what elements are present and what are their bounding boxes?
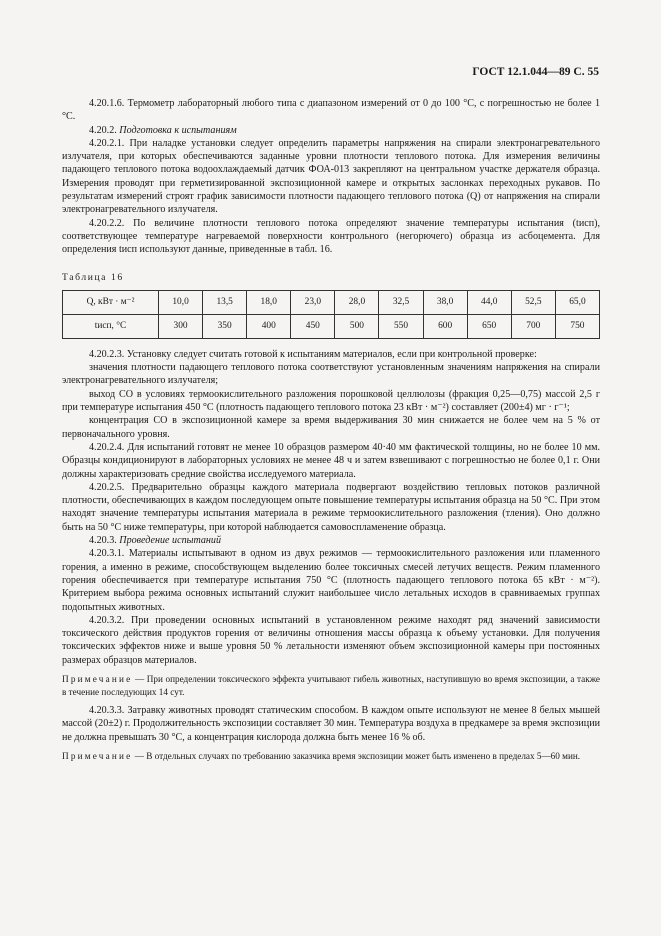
table-cell: 28,0: [335, 290, 379, 314]
table-cell: 400: [247, 314, 291, 338]
table-cell: 18,0: [247, 290, 291, 314]
table-cell: 450: [291, 314, 335, 338]
document-body: [62, 97, 600, 763]
paragraph-4-20-2-1: 4.20.2.1. При наладке установки следует определить параметры напряжения на спирали электронагревательного излучателя, при которых обеспечиваются заданные уровни плотности теплового потока. Для измерения величины падающего теплового потока водоохлаждаемый датчик ФОА-013 закрепляют на центральном участке держателя образца. Измерения проводят при герметизированной экспозиционной камере и открытых заслонках переходных рукавов. По результатам измерений строят график зависимости плотности падающего теплового потока (Q) от напряжения на спирали электронагревательного излучателя.: [62, 137, 600, 216]
table-title: Таблица 16: [62, 271, 124, 283]
paragraph-4-20-3-2: 4.20.3.2. При проведении основных испытаний в установленном режиме находят ряд значений зависимости токсического действия продуктов горения от величины отношения массы образца к объему установки. Для получения токсических эффектов ниже и выше уровня 50 % летальности изменяют объем экспозиционной камеры при постоянных размерах образцов материалов.: [62, 614, 600, 666]
note-text: — В отдельных случаях по требованию заказчика время экспозиции может быть изменено в пределах 5—60 мин.: [132, 751, 581, 762]
data-table: [62, 290, 600, 339]
paragraph-4-20-2-4: 4.20.2.4. Для испытаний готовят не менее 10 образцов размером 40·40 мм фактической толщины, но не более 10 мм. Образцы кондиционируют в лабораторных условиях не менее 48 ч и затем взвешивают с погрешностью не более 0,1 г. Они должны характеризовать средние свойства исследуемого материала.: [62, 441, 600, 480]
table-cell: 500: [335, 314, 379, 338]
section-heading-preparation: [62, 124, 600, 137]
note-2: [62, 750, 600, 763]
paragraph-4-20-2-2: 4.20.2.2. По величине плотности теплового потока определяют значение температуры испытания (tисп), соответствующее температуре нагреваемой поверхности контрольного (негорючего) образца из асбоцемента. Для определения tисп используют данные, приведенные в табл. 16.: [62, 217, 600, 256]
table-cell: 300: [159, 314, 203, 338]
paragraph-condition-1: значения плотности падающего теплового потока соответствуют установленным значениям напряжения на спирали электронагревательного излучателя;: [62, 362, 600, 387]
table-cell: 44,0: [467, 290, 511, 314]
table-cell: 32,5: [379, 290, 423, 314]
section-number: 4.20.3.: [89, 535, 117, 547]
paragraph-condition-2: выход СО в условиях термоокислительного разложения порошковой целлюлозы (фракция 0,25—0,75) массой 2,5 г при температуре испытания 450 °С (плотность падающего теплового потока 23 кВт · м⁻²) составляет (200±4) мг · г⁻¹;: [62, 388, 600, 414]
table-row-t: [63, 314, 600, 338]
table-cell: 38,0: [423, 290, 467, 314]
paragraph-condition-3: концентрация СО в экспозиционной камере за время выдерживания 30 мин снижается не более чем на 5 % от первоначального уровня.: [62, 415, 600, 440]
section-heading-testing: [62, 534, 600, 547]
note-text: — При определении токсического эффекта учитывают гибель животных, наступившую во время экспозиции, а также в течение последующих 14 сут.: [62, 673, 600, 697]
table-cell: 52,5: [511, 290, 555, 314]
note-label: Примечание: [62, 751, 133, 762]
section-title: Проведение испытаний: [119, 535, 222, 547]
table-cell: 750: [555, 314, 599, 338]
table-row-head: tисп, °С: [63, 314, 159, 338]
table-cell: 350: [203, 314, 247, 338]
paragraph-4-20-1-6: 4.20.1.6. Термометр лабораторный любого типа с диапазоном измерений от 0 до 100 °С, с погрешностью не более 1 °С.: [62, 98, 600, 123]
table-cell: 600: [423, 314, 467, 338]
table-cell: 65,0: [555, 290, 599, 314]
table-cell: 700: [511, 314, 555, 338]
table-cell: 550: [379, 314, 423, 338]
section-number: 4.20.2.: [89, 124, 117, 136]
table-cell: 23,0: [291, 290, 335, 314]
section-title: Подготовка к испытаниям: [119, 124, 237, 136]
note-label: Примечание: [62, 673, 133, 684]
table-cell: 650: [467, 314, 511, 338]
page-header: ГОСТ 12.1.044—89 С. 55: [472, 66, 599, 78]
paragraph-4-20-3-3: 4.20.3.3. Затравку животных проводят статическим способом. В каждом опыте используют не менее 8 белых мышей массой (20±2) г. Продолжительность экспозиции составляет 30 мин. Температура воздуха в предкамере за время экспозиции не должна превышать 30 °С, а концентрация кислорода должна быть менее 16 % об.: [62, 705, 600, 743]
table-row-head: Q, кВт · м⁻²: [63, 290, 159, 314]
paragraph-4-20-2-5: 4.20.2.5. Предварительно образцы каждого материала подвергают воздействию тепловых потоков различной плотности, обеспечивающих в каждом последующем опыте повышение температуры испытания образца на 50 °С. При этом находят значение температуры испытания материала в режиме термоокислительного разложения (тления). Оно должно быть на 50 °С ниже температуры, при которой наблюдается самовоспламенение образца.: [62, 481, 600, 533]
note-1: [62, 673, 600, 698]
table-row-q: [63, 290, 600, 314]
table-cell: 10,0: [159, 290, 203, 314]
paragraph-4-20-2-3: 4.20.2.3. Установку следует считать готовой к испытаниям материалов, если при контрольной проверке:: [89, 348, 537, 360]
paragraph-4-20-3-1: 4.20.3.1. Материалы испытывают в одном из двух режимов — термоокислительного разложения или пламенного горения, а именно в режиме, способствующем выделению более токсичных смесей летучих веществ. Режим пламенного горения обеспечивается при температуре испытания 750 °С (плотность падающего теплового потока 65 кВт · м⁻²). Критерием выбора режима основных испытаний служит наибольшее число летальных исходов в сравниваемых группах подопытных животных.: [62, 548, 600, 613]
table-cell: 13,5: [203, 290, 247, 314]
